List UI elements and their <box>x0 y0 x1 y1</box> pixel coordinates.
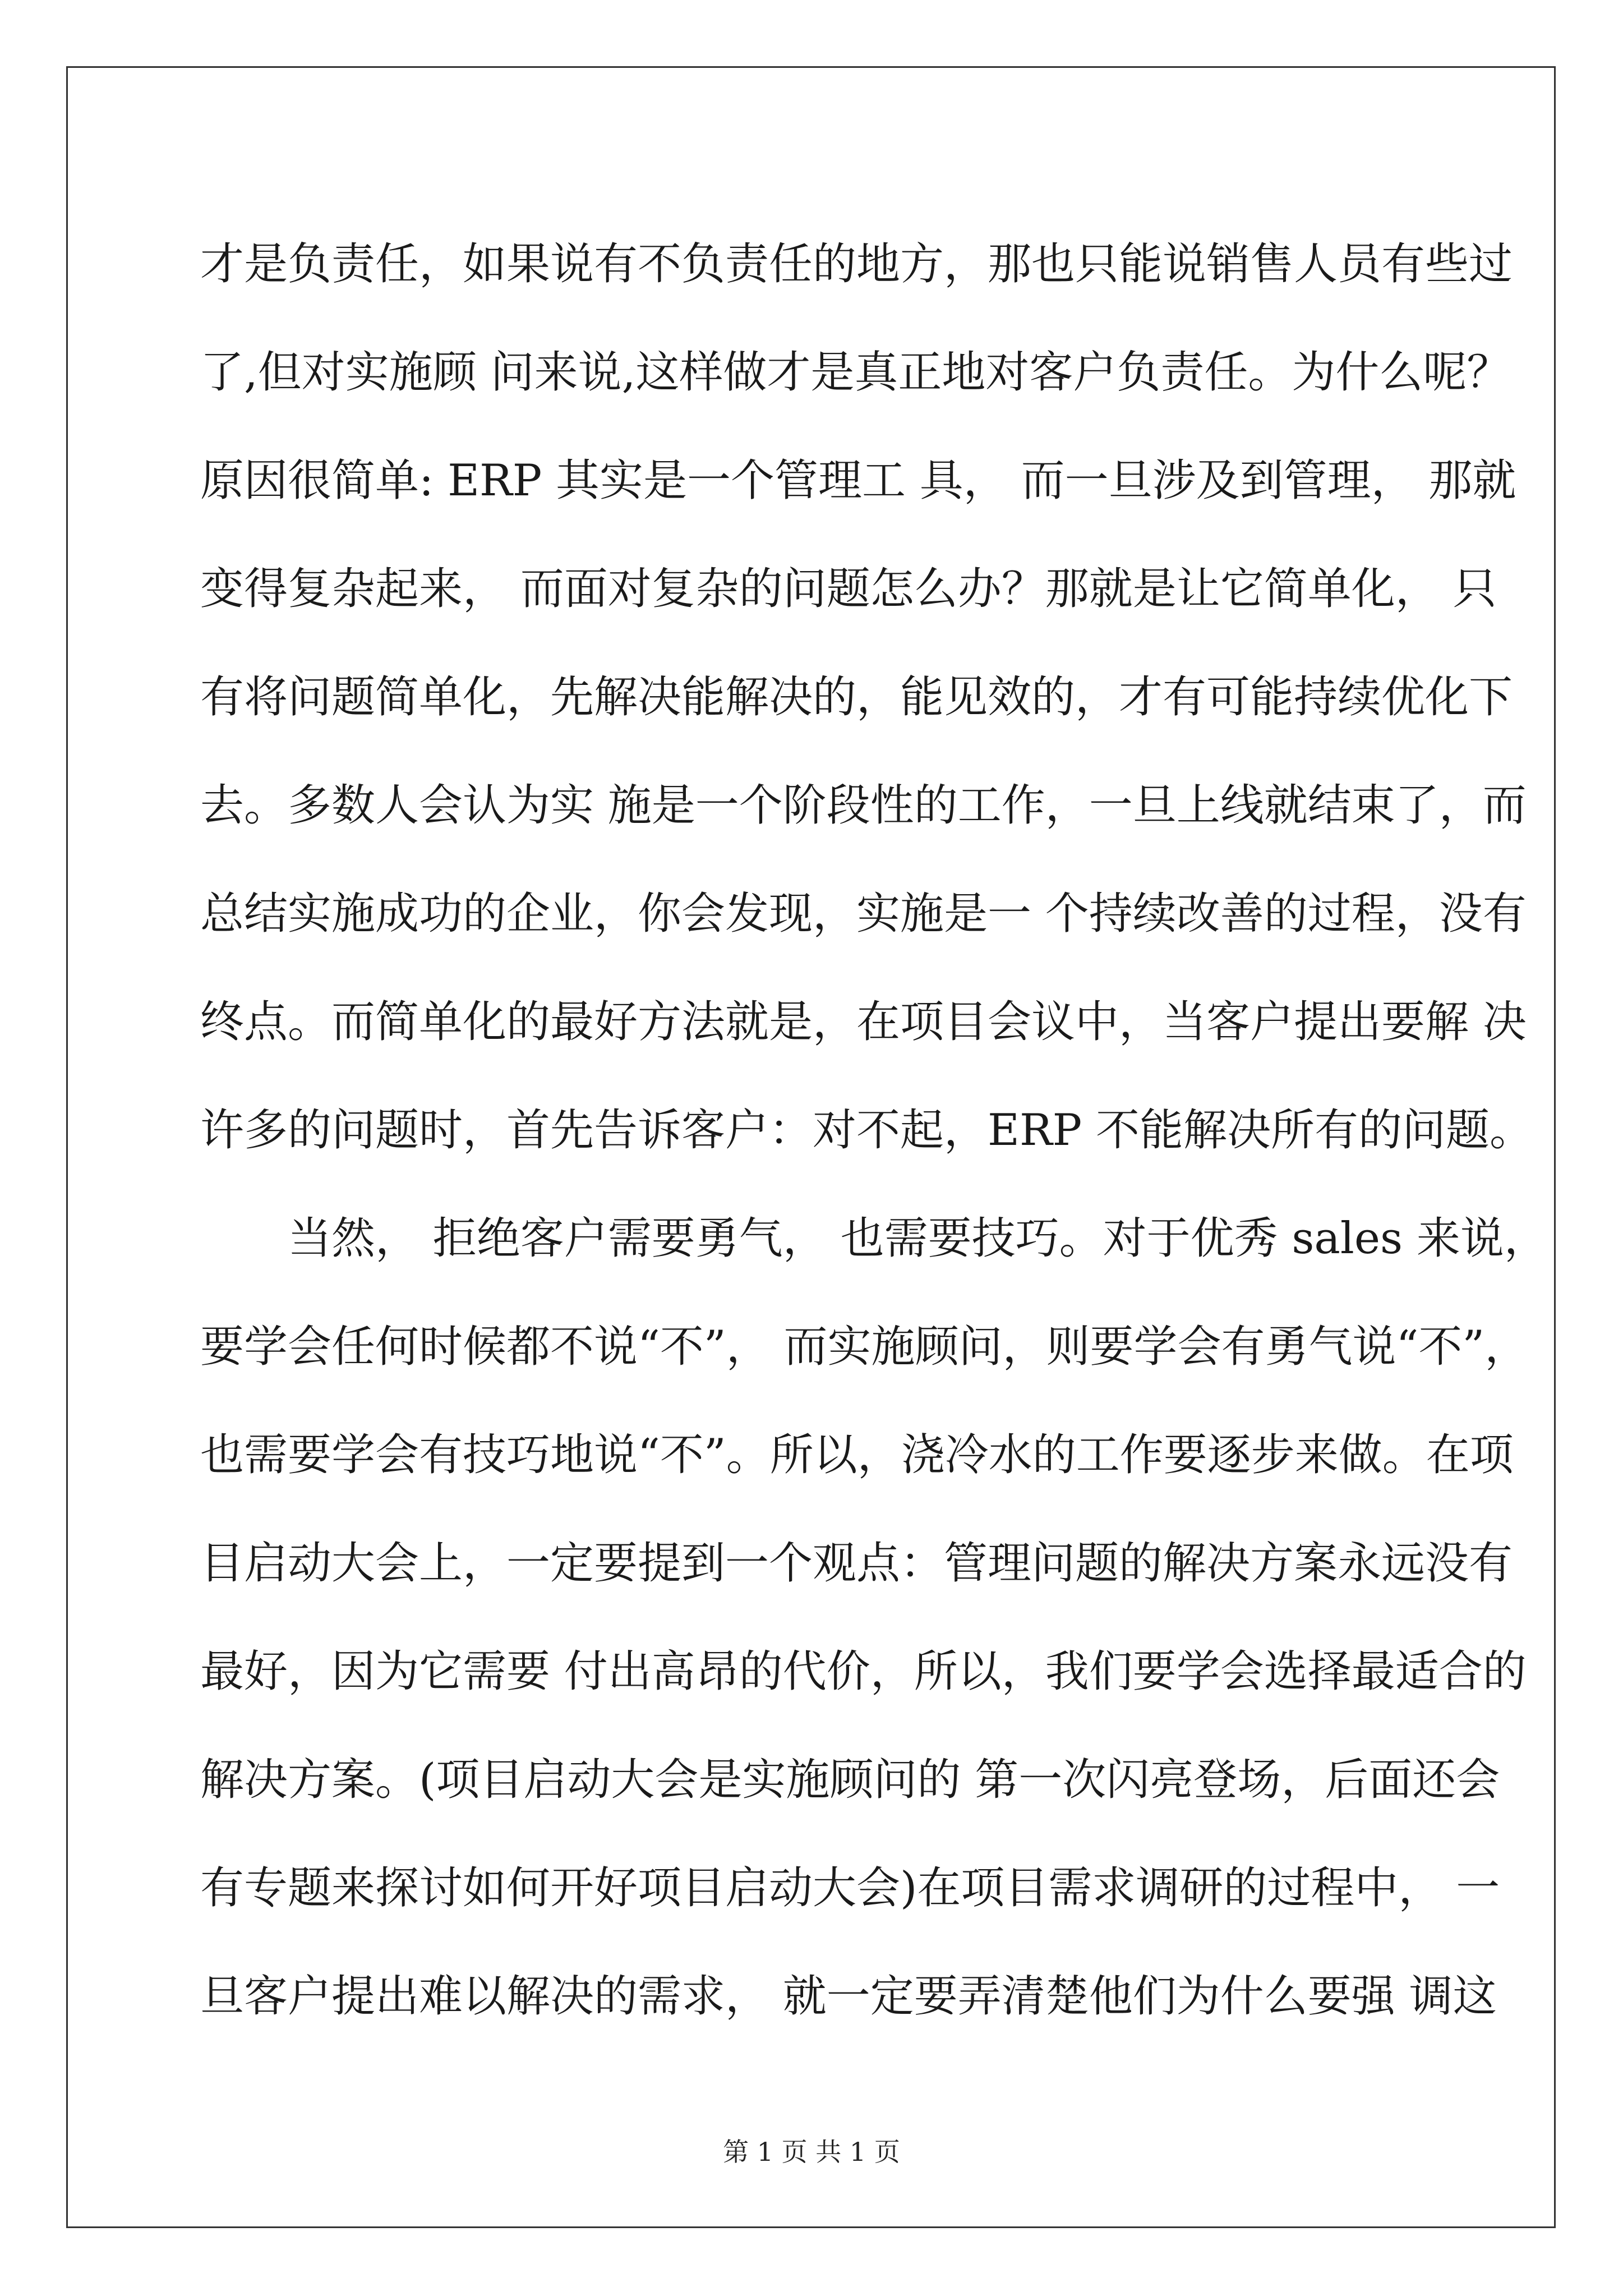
text-line: 有专题来探讨如何开好项目启动大会)在项目需求调研的过程中， 一 <box>200 1863 1500 1913</box>
text-line: 总结实施成功的企业，你会发现，实施是一 个持续改善的过程，没有 <box>200 889 1527 939</box>
text-line: 最好，因为它需要 付出高昂的代价，所以，我们要学会选择最适合的 <box>200 1646 1527 1697</box>
text-line: 解决方案。(项目启动大会是实施顾问的 第一次闪亮登场，后面还会 <box>200 1755 1500 1805</box>
text-line: 要学会任何时候都不说“不”， 而实施顾问，则要学会有勇气说“不”， <box>200 1322 1529 1372</box>
text-line: 了,但对实施顾 问来说,这样做才是真正地对客户负责任。为什么呢？ <box>200 347 1511 398</box>
page-footer: 第 1 页 共 1 页 <box>723 2137 900 2167</box>
text-line: 有将问题简单化，先解决能解决的，能见效的，才有可能持续优化下 <box>200 672 1513 723</box>
text-line: 许多的问题时，首先告诉客户：对不起，ERP 不能解决所有的问题。 <box>200 1105 1533 1156</box>
text-line: 终点。而简单化的最好方法就是，在项目会议中，当客户提出要解 决 <box>200 997 1527 1047</box>
text-line: 原因很简单: ERP 其实是一个管理工 具， 而一旦涉及到管理， 那就 <box>200 455 1516 506</box>
text-line: 去。多数人会认为实 施是一个阶段性的工作，一旦上线就结束了，而 <box>200 780 1527 831</box>
text-line: 旦客户提出难以解决的需求， 就一定要弄清楚他们为什么要强 调这 <box>200 1971 1497 2022</box>
text-line: 当然， 拒绝客户需要勇气， 也需要技巧。对于优秀 sales 来说， <box>288 1213 1548 1264</box>
text-line: 变得复杂起来， 而面对复杂的问题怎么办？那就是让它简单化， 只 <box>200 564 1497 614</box>
body-text <box>200 210 1548 2051</box>
text-line: 也需要学会有技巧地说“不”。所以，浇冷水的工作要逐步来做。在项 <box>200 1430 1514 1480</box>
text-line: 才是负责任，如果说有不负责任的地方，那也只能说销售人员有些过 <box>200 239 1513 289</box>
text-line: 目启动大会上，一定要提到一个观点：管理问题的解决方案永远没有 <box>200 1538 1513 1589</box>
